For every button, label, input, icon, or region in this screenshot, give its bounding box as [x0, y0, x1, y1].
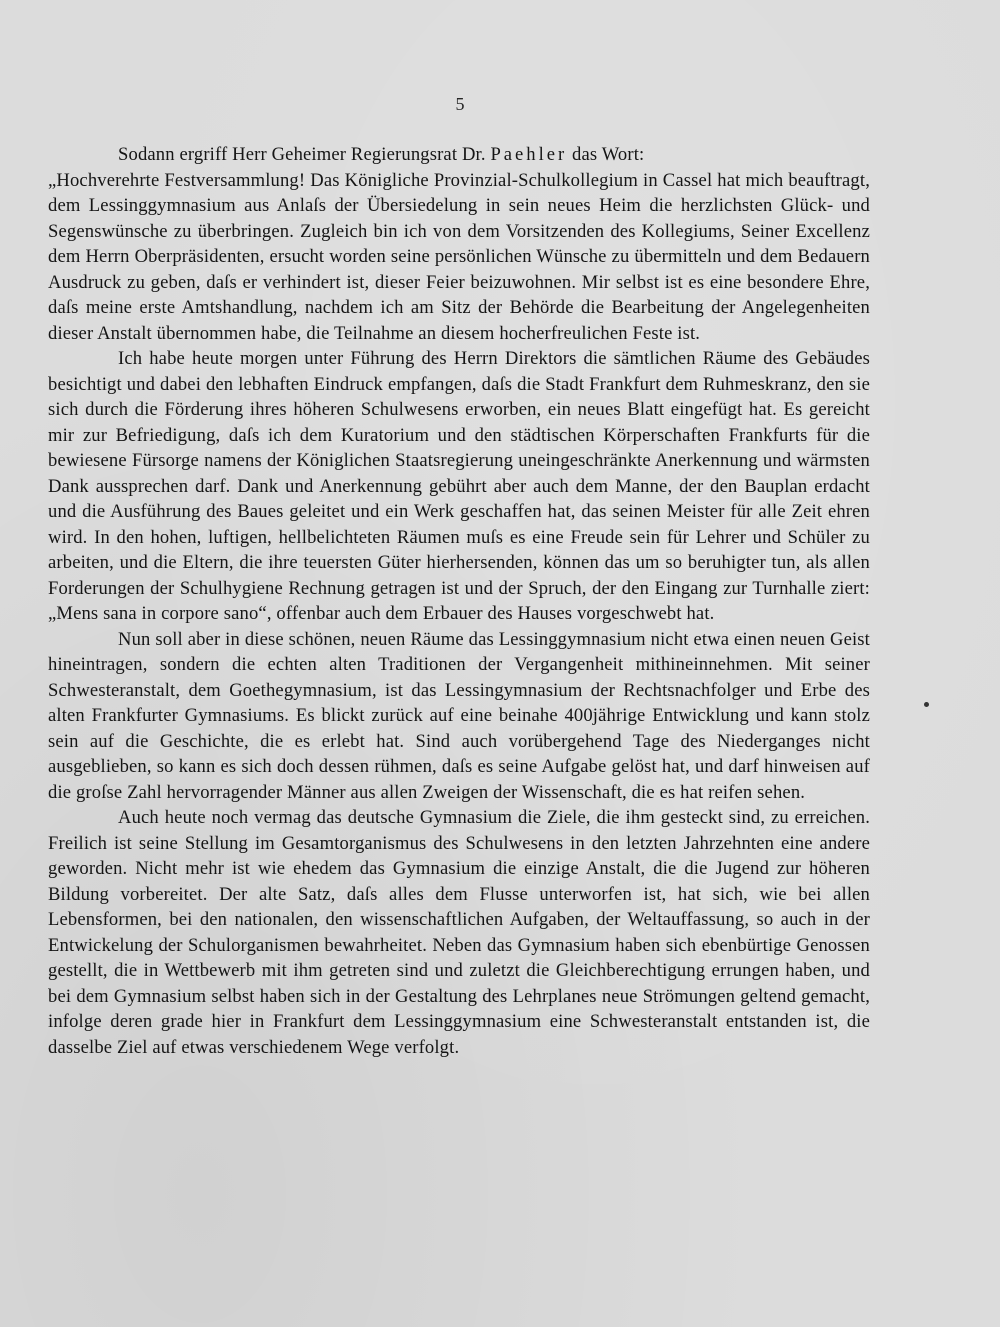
ink-dot-mark — [924, 702, 929, 707]
speaker-name: Paehler — [490, 144, 568, 165]
intro-text-after: das Wort: — [567, 144, 645, 165]
speech-paragraph-2: Ich habe heute morgen unter Führung des Herrn Direktors die sämtlichen Räume des Gebäudes besichtigt und dabei den lebhaften Eindruck empfangen, daſs die Stadt Frankfurt dem Ruhmeskranz, den sie sich durch die Förderung ihres höheren Schulwesens erworben, ein neues Blatt eingefügt hat. Es gereicht mir zur Befriedigung, daſs ich dem Kuratorium und den städtischen Körperschaften Frankfurts für die bewiesene Fürsorge namens der Königlichen Staatsregierung uneingeschränkte Anerkennung und wärmsten Dank aussprechen darf. Dank und Anerkennung gebührt aber auch dem Manne, der den Bauplan erdacht und die Ausführung des Baues geleitet und ein Werk geschaffen hat, das seinen Meister für alle Zeit ehren wird. In den hohen, luftigen, hellbelichteten Räumen muſs es eine Freude sein für Lehrer und Schüler zu arbeiten, und die Eltern, die ihre teuersten Güter hierhersenden, können das um so beruhigter tun, als allen Forderungen der Schulhygiene Rechnung getragen ist und der Spruch, der den Eingang zur Turnhalle ziert: „Mens sana in corpore sano“, offenbar auch dem Erbauer des Hauses vorgeschwebt hat. — [48, 348, 870, 624]
speech-paragraph-4: Auch heute noch vermag das deutsche Gymnasium die Ziele, die ihm gesteckt sind, zu erreichen. Freilich ist seine Stellung im Gesamtorganismus des Schulwesens in den letzten Jahrzehnten eine andere geworden. Nicht mehr ist wie ehedem das Gymnasium die einzige Anstalt, die die Jugend zur höheren Bildung vorbereitet. Der alte Satz, daſs alles dem Flusse unterworfen ist, hat sich, wie bei allen Lebensformen, bei den nationalen, den wissenschaftlichen Aufgaben, der Weltauffassung, so auch in der Entwickelung der Schulorganismen bewahrheitet. Neben das Gymnasium haben sich ebenbürtige Genossen gestellt, die in Wettbewerb mit ihm getreten sind und zuletzt die Gleichberechtigung errungen haben, und bei dem Gymnasium selbst haben sich in der Gestaltung des Lehrplanes neue Strömungen geltend gemacht, infolge deren grade hier in Frankfurt dem Lessinggymnasium eine Schwesteranstalt entstanden ist, die dasselbe Ziel auf etwas verschiedenem Wege verfolgt. — [48, 807, 870, 1058]
speech-paragraph-1: „Hochverehrte Festversammlung! Das Königliche Provinzial-Schulkollegium in Cassel hat mich beauftragt, dem Lessinggymnasium aus Anlaſs der Übersiedelung in sein neues Heim die herzlichsten Glück- und Segenswünsche zu überbringen. Zugleich bin ich von dem Vorsitzenden des Kollegiums, Seiner Excellenz dem Herrn Oberpräsidenten, ersucht worden seine persönlichen Wünsche zu übermitteln und dem Bedauern Ausdruck zu geben, daſs er verhindert ist, dieser Feier beizuwohnen. Mir selbst ist es eine besondere Ehre, daſs meine erste Amtshandlung, nachdem ich am Sitz der Behörde die Bearbeitung der Angelegenheiten dieser Anstalt übernommen habe, die Teilnahme an diesem hocherfreulichen Feste ist. — [48, 169, 870, 344]
intro-paragraph — [48, 142, 870, 168]
body-text — [48, 142, 870, 1060]
speech-paragraph-3: Nun soll aber in diese schönen, neuen Räume das Lessinggymnasium nicht etwa einen neuen Geist hineintragen, sondern die echten alten Traditionen der Vergangenheit mithineinnehmen. Mit seiner Schwesteranstalt, dem Goethegymnasium, ist das Lessingymnasium der Rechtsnachfolger und Erbe des alten Frankfurter Gymnasiums. Es blickt zurück auf eine beinahe 400jährige Entwicklung und kann stolz sein auf die Geschichte, die es erlebt hat. Sind auch vorübergehend Tage des Niederganges nicht ausgeblieben, so kann es sich doch dessen rühmen, daſs es seine Aufgabe gelöst hat, und darf hinweisen auf die groſse Zahl hervorragender Männer aus allen Zweigen der Wissenschaft, die es hat reifen sehen. — [48, 628, 870, 803]
page-number: 5 — [455, 94, 465, 114]
intro-text-before: Sodann ergriff Herr Geheimer Regierungsrat Dr. — [118, 144, 491, 165]
